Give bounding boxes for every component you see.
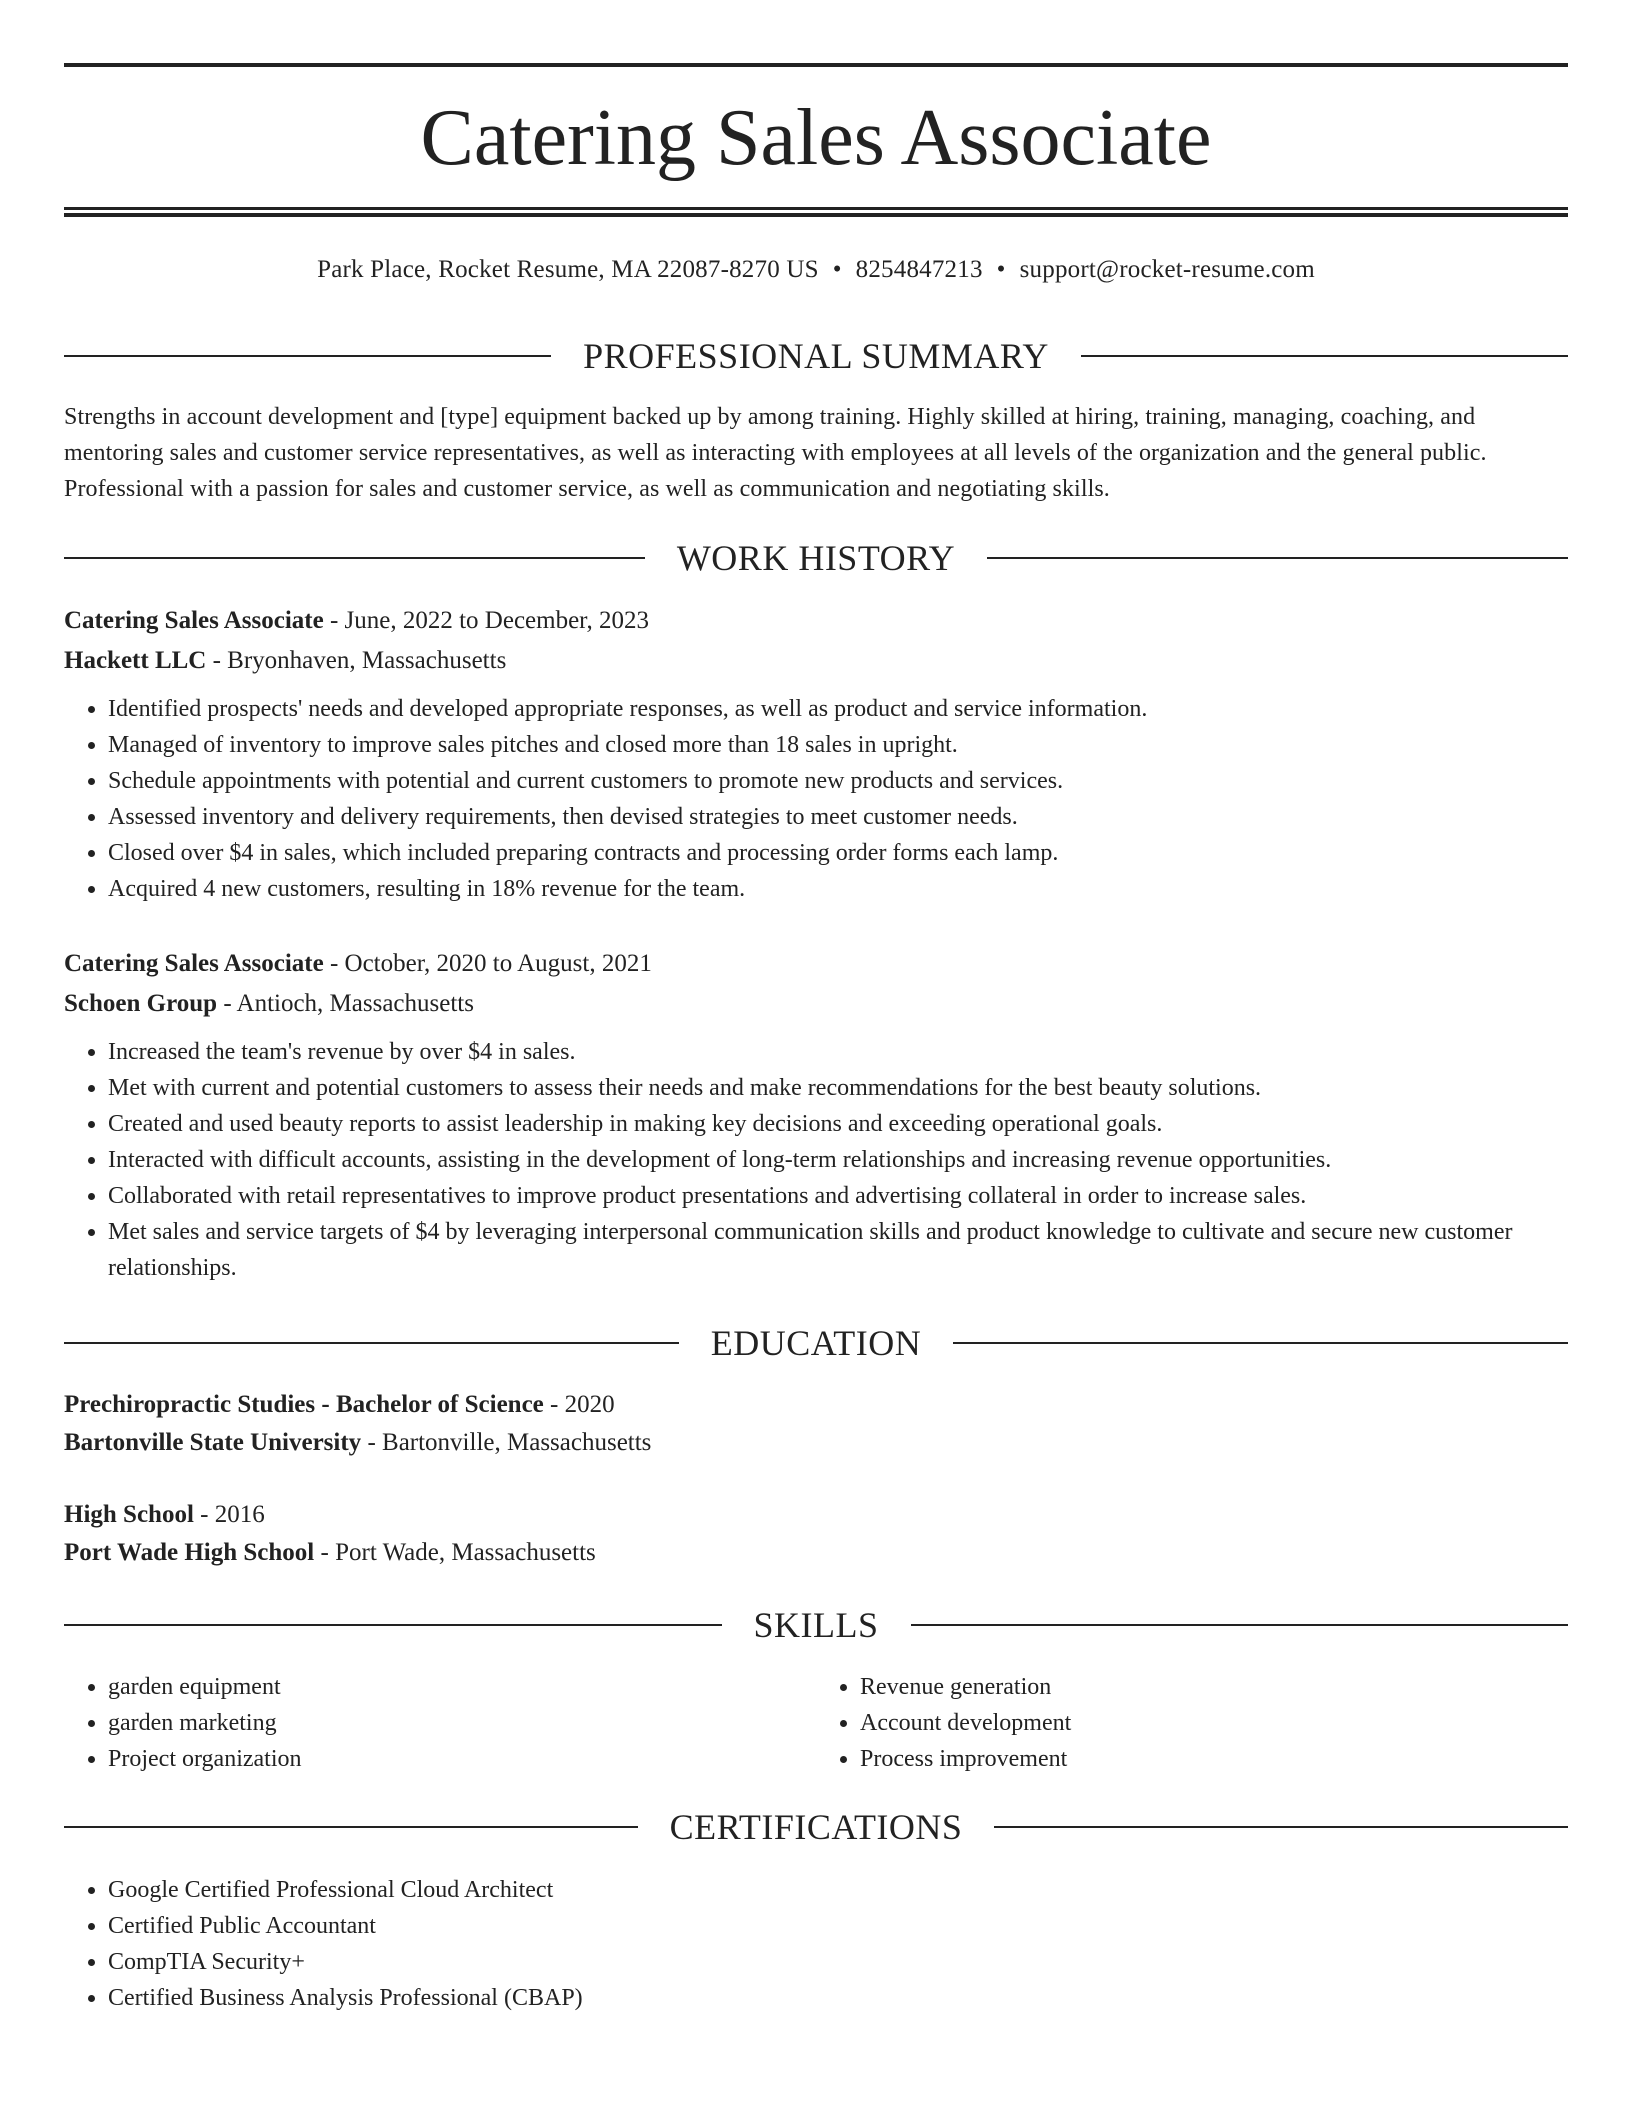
top-rule (64, 63, 1568, 67)
skills-columns (64, 1669, 1568, 1777)
section-heading-label: PROFESSIONAL SUMMARY (583, 336, 1049, 376)
resume-title: Catering Sales Associate (420, 94, 1212, 182)
education-school: Port Wade High School (64, 1539, 315, 1566)
job-dates: - October, 2020 to August, 2021 (323, 950, 652, 977)
section-heading-certifications (64, 1802, 1568, 1852)
section-heading-education (64, 1318, 1568, 1368)
contact-address: Park Place, Rocket Resume, MA 22087-8270 US (317, 256, 819, 283)
skills-column-left (64, 1669, 816, 1777)
list-item: • CompTIA Security+ (108, 1944, 1568, 1980)
job-title: Catering Sales Associate (64, 607, 324, 634)
job-location: - Antioch, Massachusetts (217, 990, 474, 1017)
heading-rule (64, 557, 645, 559)
heading-rule (64, 355, 551, 357)
title-double-rule (64, 207, 1568, 217)
list-item: • Increased the team's revenue by over $4 in sales. (108, 1034, 1568, 1070)
heading-rule (64, 1826, 638, 1828)
list-item: • Met sales and service targets of $4 by leveraging interpersonal communication skills and product knowledge to cultivate and secure new customer relationships. (108, 1214, 1568, 1286)
contact-separator: • (996, 256, 1006, 283)
job-location: - Bryonhaven, Massachusetts (206, 647, 507, 674)
heading-rule (64, 1342, 679, 1344)
education-degree-line (64, 1386, 1568, 1424)
list-item: • Certified Business Analysis Professional (CBAP) (108, 1980, 1568, 2016)
summary-text: Strengths in account development and [type] equipment backed up by among training. Highly skilled at hiring, training, managing, coaching, and mentoring sales and customer service representatives, as well as interacting with employees at all levels of the organization and the general public. Professional with a passion for sales and customer service, as well as communication and negotiating skills. (64, 404, 1487, 502)
education-school-line (64, 1534, 1568, 1572)
job-company: Hackett LLC (64, 647, 207, 674)
list-item: • Identified prospects' needs and developed appropriate responses, as well as product and service information. (108, 691, 1568, 727)
list-item: • Revenue generation (860, 1669, 1568, 1705)
certification-bullets (64, 1872, 1568, 2016)
job-bullets (64, 691, 1568, 907)
education-degree: Prechiropractic Studies - Bachelor of Science (64, 1391, 544, 1418)
education-location: - Bartonville, Massachusetts (361, 1429, 652, 1456)
list-item: • Created and used beauty reports to assist leadership in making key decisions and exceeding operational goals. (108, 1106, 1568, 1142)
education-school: Bartonville State University (64, 1429, 362, 1456)
section-heading-summary (64, 331, 1568, 381)
job-entry (64, 601, 1568, 907)
heading-rule (1081, 355, 1568, 357)
list-item: • Schedule appointments with potential and current customers to promote new products and services. (108, 763, 1568, 799)
job-title-line (64, 944, 1568, 984)
certifications-list (64, 1872, 1568, 2016)
contact-separator: • (832, 256, 842, 283)
education-degree: High School (64, 1501, 194, 1528)
job-company-line (64, 641, 1568, 681)
list-item: • Interacted with difficult accounts, assisting in the development of long-term relationships and increasing revenue opportunities. (108, 1142, 1568, 1178)
education-year: - 2016 (193, 1501, 265, 1528)
list-item: • Certified Public Accountant (108, 1908, 1568, 1944)
education-degree-line (64, 1496, 1568, 1534)
job-company-line (64, 984, 1568, 1024)
job-company: Schoen Group (64, 990, 218, 1017)
list-item: • Collaborated with retail representatives to improve product presentations and advertising collateral in order to increase sales. (108, 1178, 1568, 1214)
heading-rule (953, 1342, 1568, 1344)
section-heading-label: WORK HISTORY (676, 538, 956, 578)
job-title: Catering Sales Associate (64, 950, 324, 977)
heading-rule (911, 1624, 1569, 1626)
contact-phone: 8254847213 (855, 256, 983, 283)
section-heading-label: CERTIFICATIONS (669, 1807, 963, 1847)
job-dates: - June, 2022 to December, 2023 (323, 607, 650, 634)
job-title-line (64, 601, 1568, 641)
list-item: • Met with current and potential customers to assess their needs and make recommendations for the best beauty solutions. (108, 1070, 1568, 1106)
section-heading-label: SKILLS (753, 1605, 879, 1645)
list-item: • Acquired 4 new customers, resulting in 18% revenue for the team. (108, 871, 1568, 907)
list-item: • Google Certified Professional Cloud Architect (108, 1872, 1568, 1908)
heading-rule (64, 1624, 722, 1626)
list-item: • Process improvement (860, 1741, 1568, 1777)
contact-email: support@rocket-resume.com (1019, 256, 1315, 283)
education-school-line (64, 1424, 1568, 1462)
skills-list (64, 1669, 1568, 1777)
education-year: - 2020 (543, 1391, 615, 1418)
section-heading-skills (64, 1600, 1568, 1650)
education-location: - Port Wade, Massachusetts (314, 1539, 596, 1566)
list-item: • Managed of inventory to improve sales pitches and closed more than 18 sales in upright. (108, 727, 1568, 763)
heading-rule (994, 1826, 1568, 1828)
heading-rule (987, 557, 1568, 559)
contact-line (64, 252, 1568, 288)
list-item: • Account development (860, 1705, 1568, 1741)
section-heading-work (64, 533, 1568, 583)
education-entry (64, 1386, 1568, 1462)
job-entry (64, 944, 1568, 1286)
skills-column-right (816, 1669, 1568, 1777)
job-bullets (64, 1034, 1568, 1286)
list-item: • garden marketing (108, 1705, 816, 1741)
list-item: • garden equipment (108, 1669, 816, 1705)
section-heading-label: EDUCATION (710, 1323, 922, 1363)
education-entry (64, 1496, 1568, 1572)
list-item: • Assessed inventory and delivery requirements, then devised strategies to meet customer needs. (108, 799, 1568, 835)
list-item: • Project organization (108, 1741, 816, 1777)
list-item: • Closed over $4 in sales, which included preparing contracts and processing order forms each lamp. (108, 835, 1568, 871)
